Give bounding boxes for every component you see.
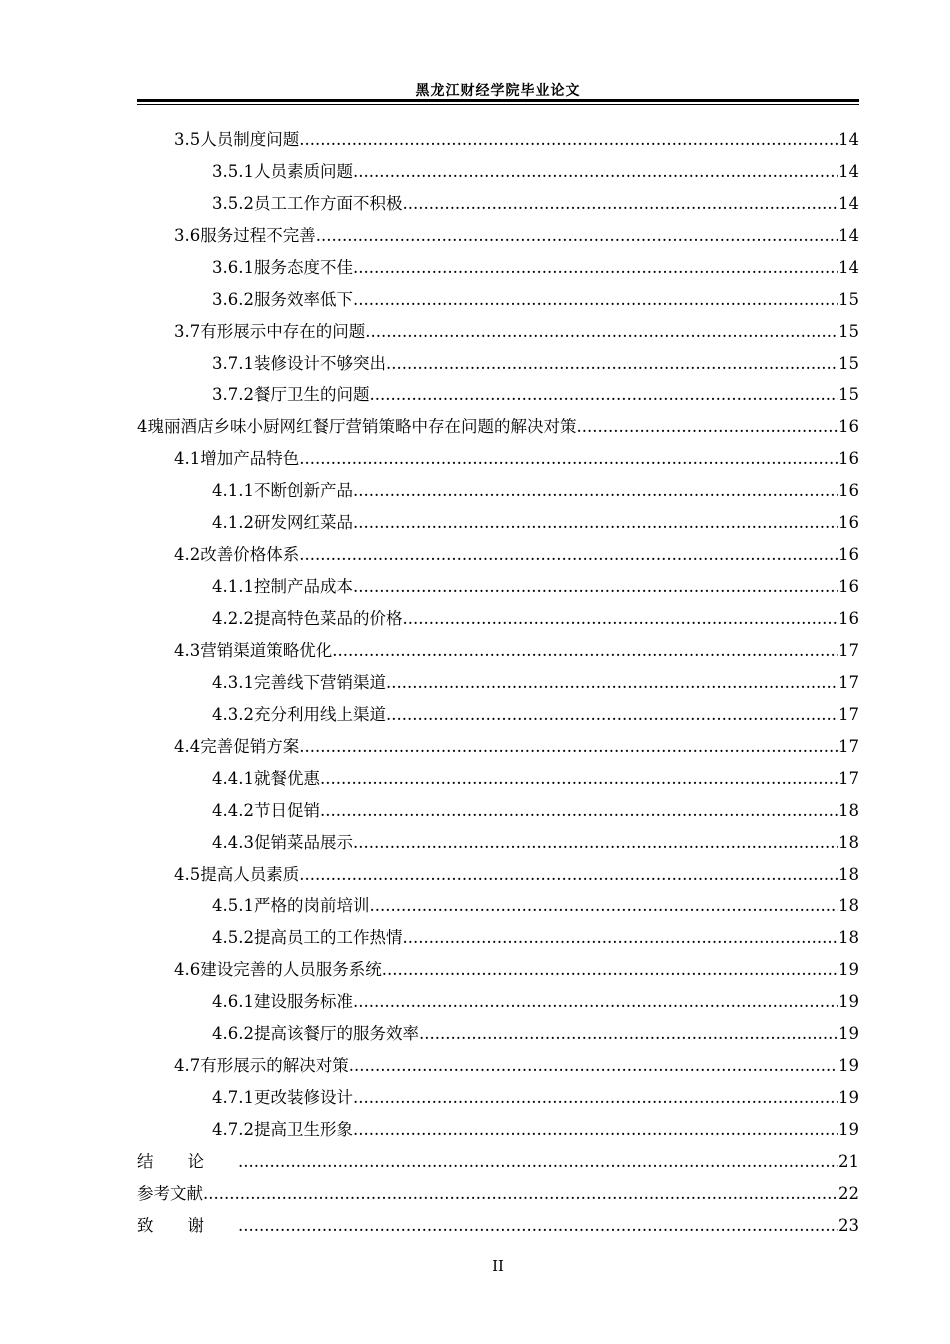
toc-leader-dots: [353, 1088, 838, 1108]
toc-entry-page: 16: [838, 449, 859, 469]
toc-entry-page: 21: [838, 1151, 859, 1171]
toc-entry-number: 4.7: [174, 1056, 201, 1076]
toc-entry-number: 4.3.1: [212, 672, 254, 692]
toc-leader-dots: [353, 481, 838, 501]
toc-entry-number: 4.3: [174, 640, 201, 660]
toc-entry-number: 3.5: [174, 129, 201, 149]
toc-entry[interactable]: [137, 374, 859, 406]
toc-entry-title: 建设完善的人员服务系统: [200, 960, 382, 980]
toc-entry[interactable]: [137, 693, 859, 725]
toc-leader-dots: [320, 801, 838, 821]
toc-entry-page: 16: [838, 481, 859, 501]
toc-leader-dots: [386, 354, 838, 374]
toc-leader-dots: [386, 705, 838, 725]
toc-entry-page: 19: [838, 960, 859, 980]
toc-entry-title: 服务效率低下: [253, 289, 353, 309]
toc-leader-dots: [238, 1216, 838, 1236]
toc-entry-title: 瑰丽酒店乡味小厨网红餐厅营销策略中存在问题的解决对策: [147, 417, 577, 437]
toc-entry-number: 4.6: [174, 960, 201, 980]
toc-entry-number: 3.6.1: [212, 257, 254, 277]
toc-entry[interactable]: [137, 246, 859, 278]
toc-entry[interactable]: [137, 118, 859, 150]
toc-entry-number: 3.7: [174, 321, 201, 341]
toc-entry[interactable]: [137, 1044, 859, 1076]
toc-entry-title: 就餐优惠: [253, 768, 320, 788]
toc-entry[interactable]: [137, 661, 859, 693]
toc-leader-dots: [332, 641, 838, 661]
toc-entry-page: 14: [838, 161, 859, 181]
toc-entry[interactable]: [137, 789, 859, 821]
toc-entry-number: 4.7.1: [212, 1088, 254, 1108]
toc-entry[interactable]: [137, 437, 859, 469]
toc-entry-page: 17: [838, 768, 859, 788]
toc-entry[interactable]: [137, 916, 859, 948]
toc-entry-title: 有形展示中存在的问题: [200, 321, 366, 341]
toc-entry-page: 19: [838, 1024, 859, 1044]
toc-entry-page: 14: [838, 129, 859, 149]
toc-entry-number: 4.5.2: [212, 928, 254, 948]
toc-entry-title: 服务态度不佳: [253, 257, 353, 277]
toc-entry-title: 提高特色菜品的价格: [253, 609, 403, 628]
toc-entry-title: 人员素质问题: [253, 161, 353, 181]
toc-entry-page: 14: [838, 225, 859, 245]
toc-entry-number: 4.2: [174, 545, 201, 565]
toc-entry-page: 16: [838, 609, 859, 628]
toc-entry-page: 17: [838, 640, 859, 660]
toc-entry-number: 3.5.2: [212, 193, 254, 213]
toc-entry-number: 4.1.1: [212, 481, 254, 501]
toc-entry-number: 4.5: [174, 864, 201, 884]
toc-entry-number: 3.5.1: [212, 161, 254, 181]
toc-entry-title: 结论: [137, 1151, 238, 1171]
toc-leader-dots: [299, 737, 838, 757]
toc-leader-dots: [353, 1120, 838, 1140]
toc-entry-number: 4.4.2: [212, 800, 254, 820]
footer-page-number: II: [492, 1257, 504, 1275]
toc-leader-dots: [365, 322, 838, 342]
toc-leader-dots: [353, 992, 838, 1012]
toc-entry-number: 4.3.2: [212, 704, 254, 724]
toc-entry[interactable]: [137, 182, 859, 214]
toc-entry-title: 有形展示的解决对策: [200, 1056, 349, 1076]
toc-entry[interactable]: [137, 1172, 859, 1204]
toc-entry-page: 14: [838, 193, 859, 213]
toc-entry[interactable]: [137, 885, 859, 917]
toc-entry[interactable]: [137, 629, 859, 661]
toc-entry-title: 研发网红菜品: [253, 513, 353, 533]
toc-leader-dots: [353, 162, 838, 182]
toc-entry[interactable]: [137, 948, 859, 980]
toc-leader-dots: [386, 673, 838, 693]
toc-entry-number: 4.4: [174, 736, 201, 756]
toc-entry[interactable]: [137, 565, 859, 597]
toc-entry-title: 控制产品成本: [253, 577, 353, 597]
toc-entry[interactable]: [137, 725, 859, 757]
toc-entry-page: 16: [838, 513, 859, 533]
header-rule-thick: [137, 99, 859, 102]
toc-entry[interactable]: [137, 853, 859, 885]
toc-entry[interactable]: [137, 980, 859, 1012]
toc-entry-number: 4: [137, 417, 148, 437]
toc-leader-dots: [382, 960, 838, 980]
toc-entry-title: 节日促销: [253, 800, 320, 820]
toc-entry-page: 18: [838, 896, 859, 916]
toc-entry-number: 4.1.1: [212, 577, 254, 597]
toc-entry[interactable]: [137, 1076, 859, 1108]
toc-entry-number: 4.4.1: [212, 768, 254, 788]
toc-leader-dots: [349, 1056, 838, 1076]
toc-leader-dots: [577, 417, 839, 437]
toc-entry[interactable]: [137, 597, 859, 629]
toc-entry-title: 服务过程不完善: [200, 225, 316, 245]
toc-leader-dots: [369, 896, 838, 916]
toc-entry[interactable]: [137, 310, 859, 342]
toc-entry-title: 增加产品特色: [200, 449, 300, 469]
toc-entry-page: 18: [838, 832, 859, 852]
toc-entry-title: 参考文献: [137, 1183, 203, 1203]
toc-leader-dots: [369, 385, 838, 405]
toc-entry-number: 4.1: [174, 449, 201, 469]
toc-entry[interactable]: [137, 150, 859, 182]
toc-entry-title: 建设服务标准: [253, 992, 353, 1012]
toc-entry-title: 严格的岗前培训: [253, 896, 370, 916]
toc-entry-number: 4.6.2: [212, 1024, 254, 1044]
toc-entry-page: 19: [838, 1056, 859, 1076]
toc-entry-title: 提高员工的工作热情: [253, 928, 403, 948]
toc-leader-dots: [353, 833, 838, 853]
toc-entry-number: 3.6: [174, 225, 201, 245]
toc-entry[interactable]: [137, 1204, 859, 1236]
toc-entry[interactable]: [137, 405, 859, 437]
toc-entry[interactable]: [137, 278, 859, 310]
toc-leader-dots: [320, 769, 838, 789]
toc-entry[interactable]: [137, 342, 859, 374]
toc-entry[interactable]: [137, 214, 859, 246]
header-title: 黑龙江财经学院毕业论文: [415, 83, 581, 99]
toc-entry-page: 23: [838, 1215, 859, 1235]
toc-leader-dots: [238, 1152, 838, 1172]
toc-entry-title: 提高卫生形象: [253, 1120, 353, 1139]
toc-leader-dots: [419, 1024, 838, 1044]
toc-entry-page: 19: [838, 992, 859, 1012]
toc-leader-dots: [299, 865, 838, 885]
toc-entry-title: 促销菜品展示: [253, 832, 353, 852]
toc-entry-title: 装修设计不够突出: [253, 353, 386, 373]
toc-entry-title: 餐厅卫生的问题: [253, 385, 370, 405]
toc-entry-title: 充分利用线上渠道: [253, 704, 386, 724]
toc-leader-dots: [353, 258, 838, 278]
toc-entry-title: 改善价格体系: [200, 545, 300, 565]
toc-leader-dots: [353, 290, 838, 310]
toc-leader-dots: [353, 577, 838, 597]
toc-leader-dots: [402, 609, 838, 629]
header-rule-thin: [137, 104, 859, 105]
toc-entry[interactable]: [137, 501, 859, 533]
toc-entry-page: 17: [838, 672, 859, 692]
toc-entry-number: 4.4.3: [212, 832, 254, 852]
toc-entry[interactable]: [137, 1108, 859, 1140]
toc-leader-dots: [299, 545, 838, 565]
toc-entry-page: 14: [838, 257, 859, 277]
toc-entry[interactable]: [137, 469, 859, 501]
toc-entry-page: 16: [838, 417, 859, 437]
toc-entry-page: 22: [838, 1183, 859, 1203]
toc-entry-page: 19: [838, 1088, 859, 1108]
toc-entry-page: 15: [838, 321, 859, 341]
toc-entry-page: 16: [838, 545, 859, 565]
toc-leader-dots: [299, 130, 838, 150]
toc-entry-number: 4.2.2: [212, 609, 254, 628]
toc-entry-page: 17: [838, 704, 859, 724]
toc-leader-dots: [402, 928, 838, 948]
toc-entry-title: 提高该餐厅的服务效率: [253, 1024, 419, 1044]
toc-entry-title: 致谢: [137, 1215, 238, 1235]
toc-entry-title: 完善促销方案: [200, 736, 300, 756]
toc-entry-page: 15: [838, 385, 859, 405]
toc-entry-page: 15: [838, 289, 859, 309]
toc-entry-number: 3.7.1: [212, 353, 254, 373]
toc-leader-dots: [353, 513, 838, 533]
toc-entry-number: 4.5.1: [212, 896, 254, 916]
toc-entry-title: 员工工作方面不积极: [253, 193, 403, 213]
toc-entry[interactable]: [137, 1140, 859, 1172]
toc-entry[interactable]: [137, 821, 859, 853]
toc-leader-dots: [316, 226, 838, 246]
toc-entry-page: 19: [838, 1120, 859, 1139]
toc-entry-page: 18: [838, 800, 859, 820]
toc-entry[interactable]: [137, 1012, 859, 1044]
toc-entry[interactable]: [137, 757, 859, 789]
toc-entry-title: 不断创新产品: [253, 481, 353, 501]
toc-entry-page: 15: [838, 353, 859, 373]
toc-entry-page: 18: [838, 864, 859, 884]
toc-entry-title: 完善线下营销渠道: [253, 672, 386, 692]
toc-entry-number: 3.6.2: [212, 289, 254, 309]
toc-leader-dots: [299, 449, 838, 469]
toc-entry-title: 营销渠道策略优化: [200, 640, 333, 660]
toc-entry[interactable]: [137, 533, 859, 565]
table-of-contents: [137, 118, 859, 1236]
toc-entry-number: 4.7.2: [212, 1120, 254, 1139]
toc-leader-dots: [402, 194, 838, 214]
toc-entry-page: 16: [838, 577, 859, 597]
toc-entry-title: 更改装修设计: [253, 1088, 353, 1108]
toc-entry-title: 人员制度问题: [200, 129, 300, 149]
toc-entry-number: 3.7.2: [212, 385, 254, 405]
toc-entry-page: 18: [838, 928, 859, 948]
toc-leader-dots: [203, 1184, 838, 1204]
toc-entry-page: 17: [838, 736, 859, 756]
toc-entry-number: 4.1.2: [212, 513, 254, 533]
toc-entry-number: 4.6.1: [212, 992, 254, 1012]
toc-entry-title: 提高人员素质: [200, 864, 300, 884]
